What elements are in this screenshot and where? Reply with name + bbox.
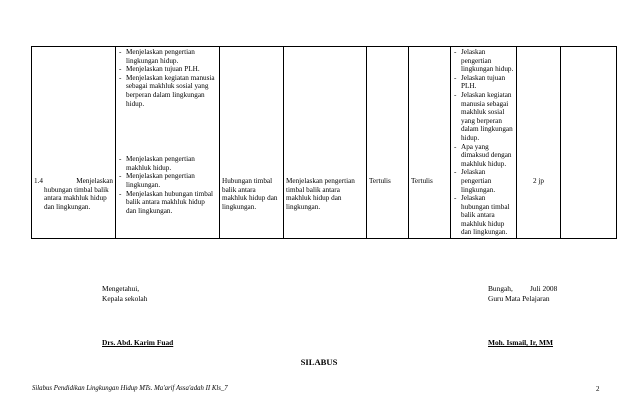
list-item: - Menjelaskan tujuan PLH. — [118, 65, 217, 74]
sig-right-line2: Guru Mata Pelajaran — [488, 294, 550, 303]
list-item: - Jelaskan pengertian lingkungan. — [453, 168, 514, 194]
penilaian-teknik-cell — [367, 47, 409, 239]
penilaian-bentuk-text: Tertulis — [411, 177, 433, 185]
materi-cell — [220, 47, 284, 239]
list-item: - Menjelaskan hubungan timbal balik antara makhluk hidup dan lingkungan. — [118, 190, 217, 216]
instrumen-cell — [451, 47, 517, 239]
page-title: SILABUS — [300, 357, 338, 367]
list-item: - Jelaskan tujuan PLH. — [453, 74, 514, 91]
sig-right-date: Juli 2008 — [530, 284, 558, 293]
footer-text: Silabus Pendidikan Lingkungan Hidup MTs. Ma'arif Assa'adah II Kls_7 — [32, 385, 228, 392]
sig-left-line1: Mengetahui, — [102, 284, 140, 293]
syllabus-table — [31, 46, 617, 239]
sig-left-line2: Kepala sekolah — [102, 294, 148, 303]
list-item: - Menjelaskan pengertian lingkungan hidup. — [118, 48, 217, 65]
list-item: - Menjelaskan pengertian lingkungan. — [118, 172, 217, 189]
alokasi-cell — [517, 47, 561, 239]
sumber-cell — [561, 47, 617, 239]
kd-number: 1.4 — [34, 177, 43, 185]
materi-text: Hubungan timbal balik antara makhluk hidup dan lingkungan. — [222, 177, 278, 211]
kegiatan-cell — [284, 47, 367, 239]
table-row — [32, 47, 617, 239]
instrumen-list — [453, 48, 514, 237]
page-number: 2 — [596, 385, 600, 393]
list-item: - Apa yang dimaksud dengan makhluk hidup. — [453, 143, 514, 169]
sig-left-name: Drs. Abd. Karim Fuad — [102, 338, 174, 347]
kd-text: hubungan timbal balik antara makhluk hidup dan lingkungan. — [44, 185, 109, 211]
list-item: - Menjelaskan pengertian makhluk hidup. — [118, 155, 217, 172]
kegiatan-text: Menjelaskan pengertian timbal balik antara makhluk hidup dan lingkungan. — [286, 177, 355, 211]
list-item: - Jelaskan hubungan timbal balik antara makhluk hidup dan lingkungan. — [453, 194, 514, 237]
list-item: - Jelaskan pengertian lingkungan hidup. — [453, 48, 514, 74]
list-item: - Menjelaskan kegiatan manusia sebagai makhluk sosial yang berperan dalam lingkungan hidup. — [118, 74, 217, 108]
alokasi-text: 2 jp — [533, 177, 544, 185]
indicator-list-top — [118, 48, 217, 108]
list-item: - Jelaskan kegiatan manusia sebagai makhluk sosial yang berperan dalam lingkungan hidup. — [453, 91, 514, 143]
sig-right-place: Bungah, — [488, 284, 513, 293]
kd-first-word: Menjelaskan — [76, 177, 113, 185]
penilaian-teknik-text: Tertulis — [369, 177, 391, 185]
indicator-list-bottom — [118, 155, 217, 215]
sig-right-name: Moh. Ismail, Ir, MM — [488, 338, 554, 347]
penilaian-bentuk-cell — [409, 47, 451, 239]
indicator-cell — [116, 47, 220, 239]
kd-cell — [32, 47, 116, 239]
